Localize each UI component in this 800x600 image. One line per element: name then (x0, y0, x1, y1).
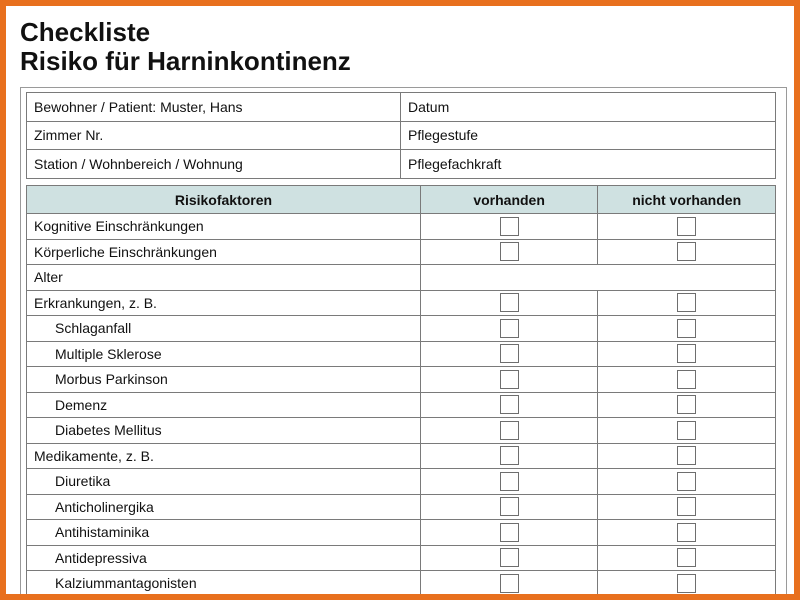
care-level-field[interactable]: Pflegestufe (401, 121, 776, 150)
risk-factor-table (26, 185, 776, 597)
title-line-2: Risiko für Harninkontinenz (20, 46, 351, 76)
table-row (27, 545, 776, 571)
row-label: Antihistaminika (27, 520, 421, 546)
station-field[interactable]: Station / Wohnbereich / Wohnung (27, 150, 401, 179)
table-row (27, 214, 776, 240)
present-checkbox[interactable] (500, 523, 519, 542)
row-label: Diabetes Mellitus (27, 418, 421, 444)
absent-checkbox[interactable] (677, 217, 696, 236)
absent-checkbox[interactable] (677, 242, 696, 261)
room-field[interactable]: Zimmer Nr. (27, 121, 401, 150)
row-label: Medikamente, z. B. (27, 443, 421, 469)
absent-checkbox[interactable] (677, 548, 696, 567)
absent-checkbox[interactable] (677, 472, 696, 491)
table-row (27, 443, 776, 469)
absent-checkbox[interactable] (677, 395, 696, 414)
nurse-field[interactable]: Pflegefachkraft (401, 150, 776, 179)
document-title (20, 18, 351, 76)
absent-checkbox[interactable] (677, 497, 696, 516)
absent-checkbox[interactable] (677, 421, 696, 440)
row-label: Morbus Parkinson (27, 367, 421, 393)
present-checkbox[interactable] (500, 446, 519, 465)
patient-field[interactable]: Bewohner / Patient: Muster, Hans (27, 93, 401, 122)
present-checkbox[interactable] (500, 370, 519, 389)
present-checkbox[interactable] (500, 395, 519, 414)
header-present: vorhanden (420, 186, 597, 214)
table-row (27, 341, 776, 367)
table-row (27, 367, 776, 393)
row-label: Körperliche Einschränkungen (27, 239, 421, 265)
form-container (20, 87, 787, 600)
table-row (27, 392, 776, 418)
present-checkbox[interactable] (500, 217, 519, 236)
absent-checkbox[interactable] (677, 344, 696, 363)
patient-info-table (26, 92, 776, 179)
risk-table-header (27, 186, 776, 214)
present-checkbox[interactable] (500, 242, 519, 261)
row-label: Erkrankungen, z. B. (27, 290, 421, 316)
age-value-cell[interactable] (420, 265, 775, 291)
row-label: Schlaganfall (27, 316, 421, 342)
absent-checkbox[interactable] (677, 370, 696, 389)
header-absent: nicht vorhanden (598, 186, 776, 214)
row-label: Anticholinergika (27, 494, 421, 520)
row-label: Demenz (27, 392, 421, 418)
present-checkbox[interactable] (500, 344, 519, 363)
table-row (27, 520, 776, 546)
table-row (27, 418, 776, 444)
row-label: Antidepressiva (27, 545, 421, 571)
present-checkbox[interactable] (500, 472, 519, 491)
title-line-1: Checkliste (20, 17, 151, 47)
row-label: Diuretika (27, 469, 421, 495)
absent-checkbox[interactable] (677, 523, 696, 542)
table-row (27, 265, 776, 291)
info-row (27, 150, 776, 179)
absent-checkbox[interactable] (677, 319, 696, 338)
present-checkbox[interactable] (500, 293, 519, 312)
date-field[interactable]: Datum (401, 93, 776, 122)
present-checkbox[interactable] (500, 421, 519, 440)
absent-checkbox[interactable] (677, 574, 696, 593)
table-row (27, 316, 776, 342)
info-row (27, 121, 776, 150)
present-checkbox[interactable] (500, 319, 519, 338)
absent-checkbox[interactable] (677, 293, 696, 312)
header-risk-factors: Risikofaktoren (27, 186, 421, 214)
row-label: Multiple Sklerose (27, 341, 421, 367)
present-checkbox[interactable] (500, 548, 519, 567)
present-checkbox[interactable] (500, 497, 519, 516)
table-row (27, 571, 776, 597)
table-row (27, 290, 776, 316)
absent-checkbox[interactable] (677, 446, 696, 465)
table-row (27, 469, 776, 495)
info-row (27, 93, 776, 122)
row-label: Alter (27, 265, 421, 291)
table-row (27, 494, 776, 520)
row-label: Kognitive Einschränkungen (27, 214, 421, 240)
table-row (27, 239, 776, 265)
row-label: Kalziummantagonisten (27, 571, 421, 597)
present-checkbox[interactable] (500, 574, 519, 593)
